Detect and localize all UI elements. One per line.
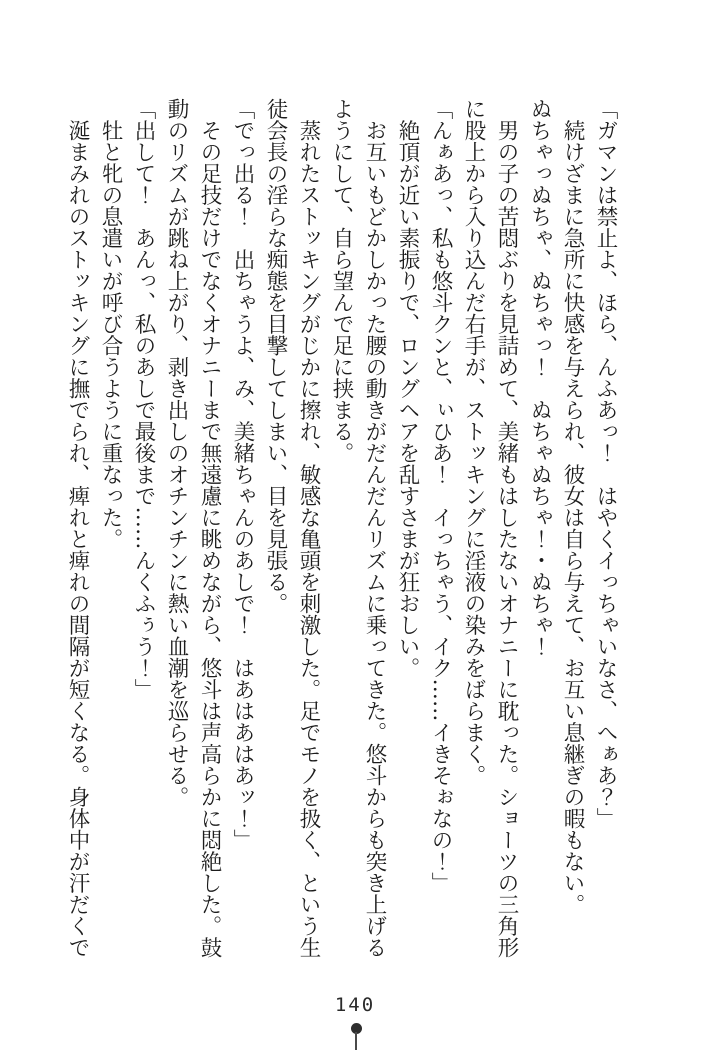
text-line: 涎まみれのストッキングに撫でられ、痺れと痺れの間隔が短くなる。身体中が汗だくで xyxy=(65,98,90,958)
text-line: に股上から入り込んだ右手が、ストッキングに淫液の染みをばらまく。 xyxy=(461,98,486,786)
bookmark-pin-stem xyxy=(355,1032,357,1050)
text-line: 「んぁあっ、私も悠斗クンと、ぃひあ！ イっちゃう、イク……イきそぉなの！」 xyxy=(428,98,453,894)
text-line: ようにして、自ら望んで足に挟まる。 xyxy=(329,98,354,464)
text-line: 蒸れたストッキングがじかに擦れ、敏感な亀頭を刺激した。足でモノを扱く、という生 xyxy=(296,98,321,958)
text-line: 動のリズムが跳ね上がり、剥き出しのオチンチンに熱い血潮を巡らせる。 xyxy=(164,98,189,808)
text-line: 「でっ出る！ 出ちゃうよ、み、美緒ちゃんのあしで！ はあはあはあッ！」 xyxy=(230,98,255,851)
text-line: 徒会長の淫らな痴態を目撃してしまい、目を見張る。 xyxy=(263,98,288,614)
page-text xyxy=(60,98,622,970)
text-line: その足技だけでなくオナニーまで無遠慮に眺めながら、悠斗は声高らかに悶絶した。鼓 xyxy=(197,98,222,958)
text-line: 「出して！ あんっ、私のあしで最後まで……んくふぅう！」 xyxy=(131,98,156,700)
text-line: 絶頂が近い素振りで、ロングヘアを乱すさまが狂おしい。 xyxy=(395,98,420,679)
text-line: 男の子の苦悶ぶりを見詰めて、美緒もはしたないオナニーに耽った。ショーツの三角形 xyxy=(494,98,519,958)
text-line: 牡と牝の息遣いが呼び合うように重なった。 xyxy=(98,98,123,550)
text-line: お互いもどかしかった腰の動きがだんだんリズムに乗ってきた。悠斗からも突き上げる xyxy=(362,98,387,958)
text-line: ぬちゃっぬちゃ、ぬちゃっ！ ぬちゃぬちゃ！・ぬちゃ！ xyxy=(527,98,552,657)
text-line: 「ガマンは禁止よ、ほら、んふあっ！ はやくイっちゃいなさ、へぁあ？」 xyxy=(593,98,618,829)
text-line: 続けざまに急所に快感を与えられ、彼女は自ら与えて、お互い息継ぎの暇もない。 xyxy=(560,98,585,915)
page-number: 140 xyxy=(334,994,376,1016)
